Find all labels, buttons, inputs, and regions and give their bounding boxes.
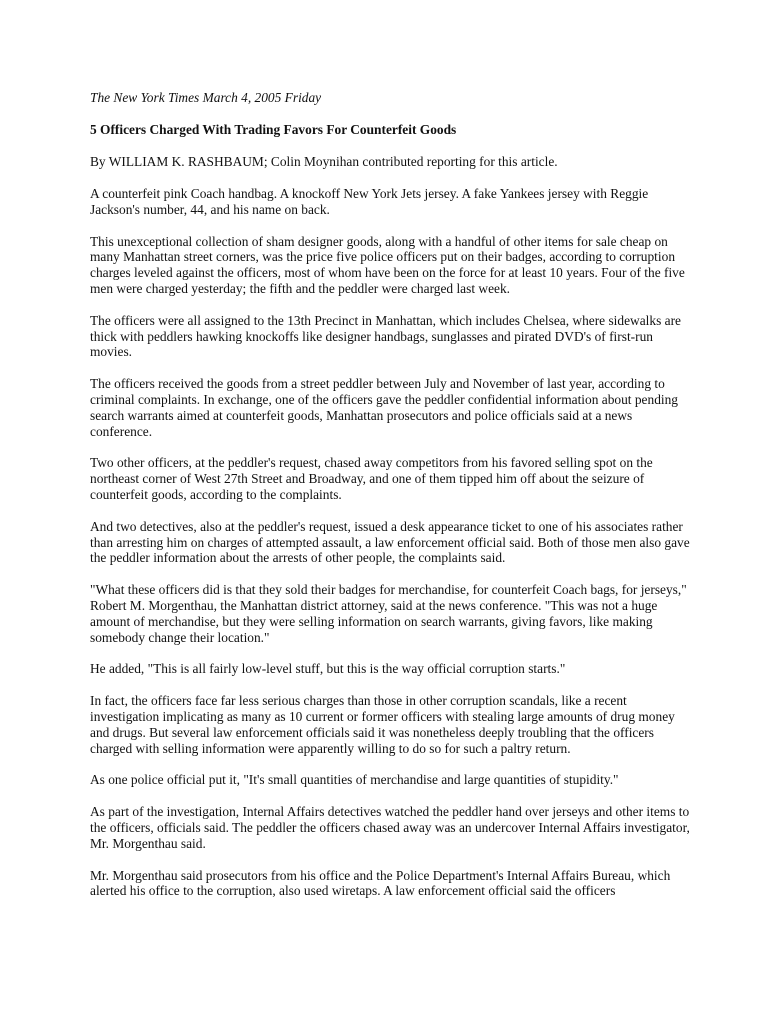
paragraph: The officers received the goods from a street peddler between July and November of last year, according to criminal complaints. In exchange, one of the officers gave the peddler confidential information about pending search warrants aimed at counterfeit goods, Manhattan prosecutors and police officials said at a news conference. [90, 376, 678, 439]
paragraph: A counterfeit pink Coach handbag. A knockoff New York Jets jersey. A fake Yankees jersey with Reggie Jackson's number, 44, and his name on back. [90, 186, 649, 217]
paragraph: In fact, the officers face far less serious charges than those in other corruption scandals, like a recent investigation implicating as many as 10 current or former officers with stealing large amounts of drug money and drugs. But several law enforcement officials said it was nonetheless deeply troubling that the officers charged with selling information were apparently willing to do so for such a paltry return. [90, 693, 675, 756]
publication-line: The New York Times March 4, 2005 Friday [90, 90, 322, 105]
paragraph: Mr. Morgenthau said prosecutors from his office and the Police Department's Internal Affairs Bureau, which alerted his office to the corruption, also used wiretaps. A law enforcement official said the officers [90, 867, 671, 899]
document-page [90, 90, 690, 915]
paragraph: As part of the investigation, Internal Affairs detectives watched the peddler hand over jerseys and other items to the officers, officials said. The peddler the officers chased away was an undercover Internal Affairs investigator, Mr. Morgenthau said. [90, 804, 690, 851]
paragraph: This unexceptional collection of sham designer goods, along with a handful of other items for sale cheap on many Manhattan street corners, was the price five police officers put on their badges, according to corruption charges leveled against the officers, most of whom have been on the force for at least 10 years. Four of the five men were charged yesterday; the fifth and the peddler were charged last week. [90, 233, 685, 296]
paragraph: The officers were all assigned to the 13th Precinct in Manhattan, which includes Chelsea, where sidewalks are thick with peddlers hawking knockoffs like designer handbags, sunglasses and pirated DVD's of first-run movies. [90, 312, 681, 360]
article-byline: By WILLIAM K. RASHBAUM; Colin Moynihan contributed reporting for this article. [90, 154, 558, 169]
article-headline: 5 Officers Charged With Trading Favors For Counterfeit Goods [90, 122, 457, 137]
paragraph: "What these officers did is that they sold their badges for merchandise, for counterfeit Coach bags, for jerseys," Robert M. Morgenthau, the Manhattan district attorney, said at the news conference. "This was not a huge amount of merchandise, but they were selling information on search warrants, giving favors, like making somebody change their location." [90, 582, 687, 645]
paragraph: As one police official put it, "It's small quantities of merchandise and large quantities of stupidity." [90, 772, 619, 788]
paragraph: Two other officers, at the peddler's request, chased away competitors from his favored selling spot on the northeast corner of West 27th Street and Broadway, and one of them tipped him off about the seizure of counterfeit goods, according to the complaints. [90, 455, 653, 502]
paragraph: And two detectives, also at the peddler's request, issued a desk appearance ticket to one of his associates rather than arresting him on charges of attempted assault, a law enforcement official said. Both of those men also gave the peddler information about the arrests of other people, the complaints said. [90, 518, 690, 566]
paragraph: He added, "This is all fairly low-level stuff, but this is the way official corruption starts." [90, 661, 566, 677]
